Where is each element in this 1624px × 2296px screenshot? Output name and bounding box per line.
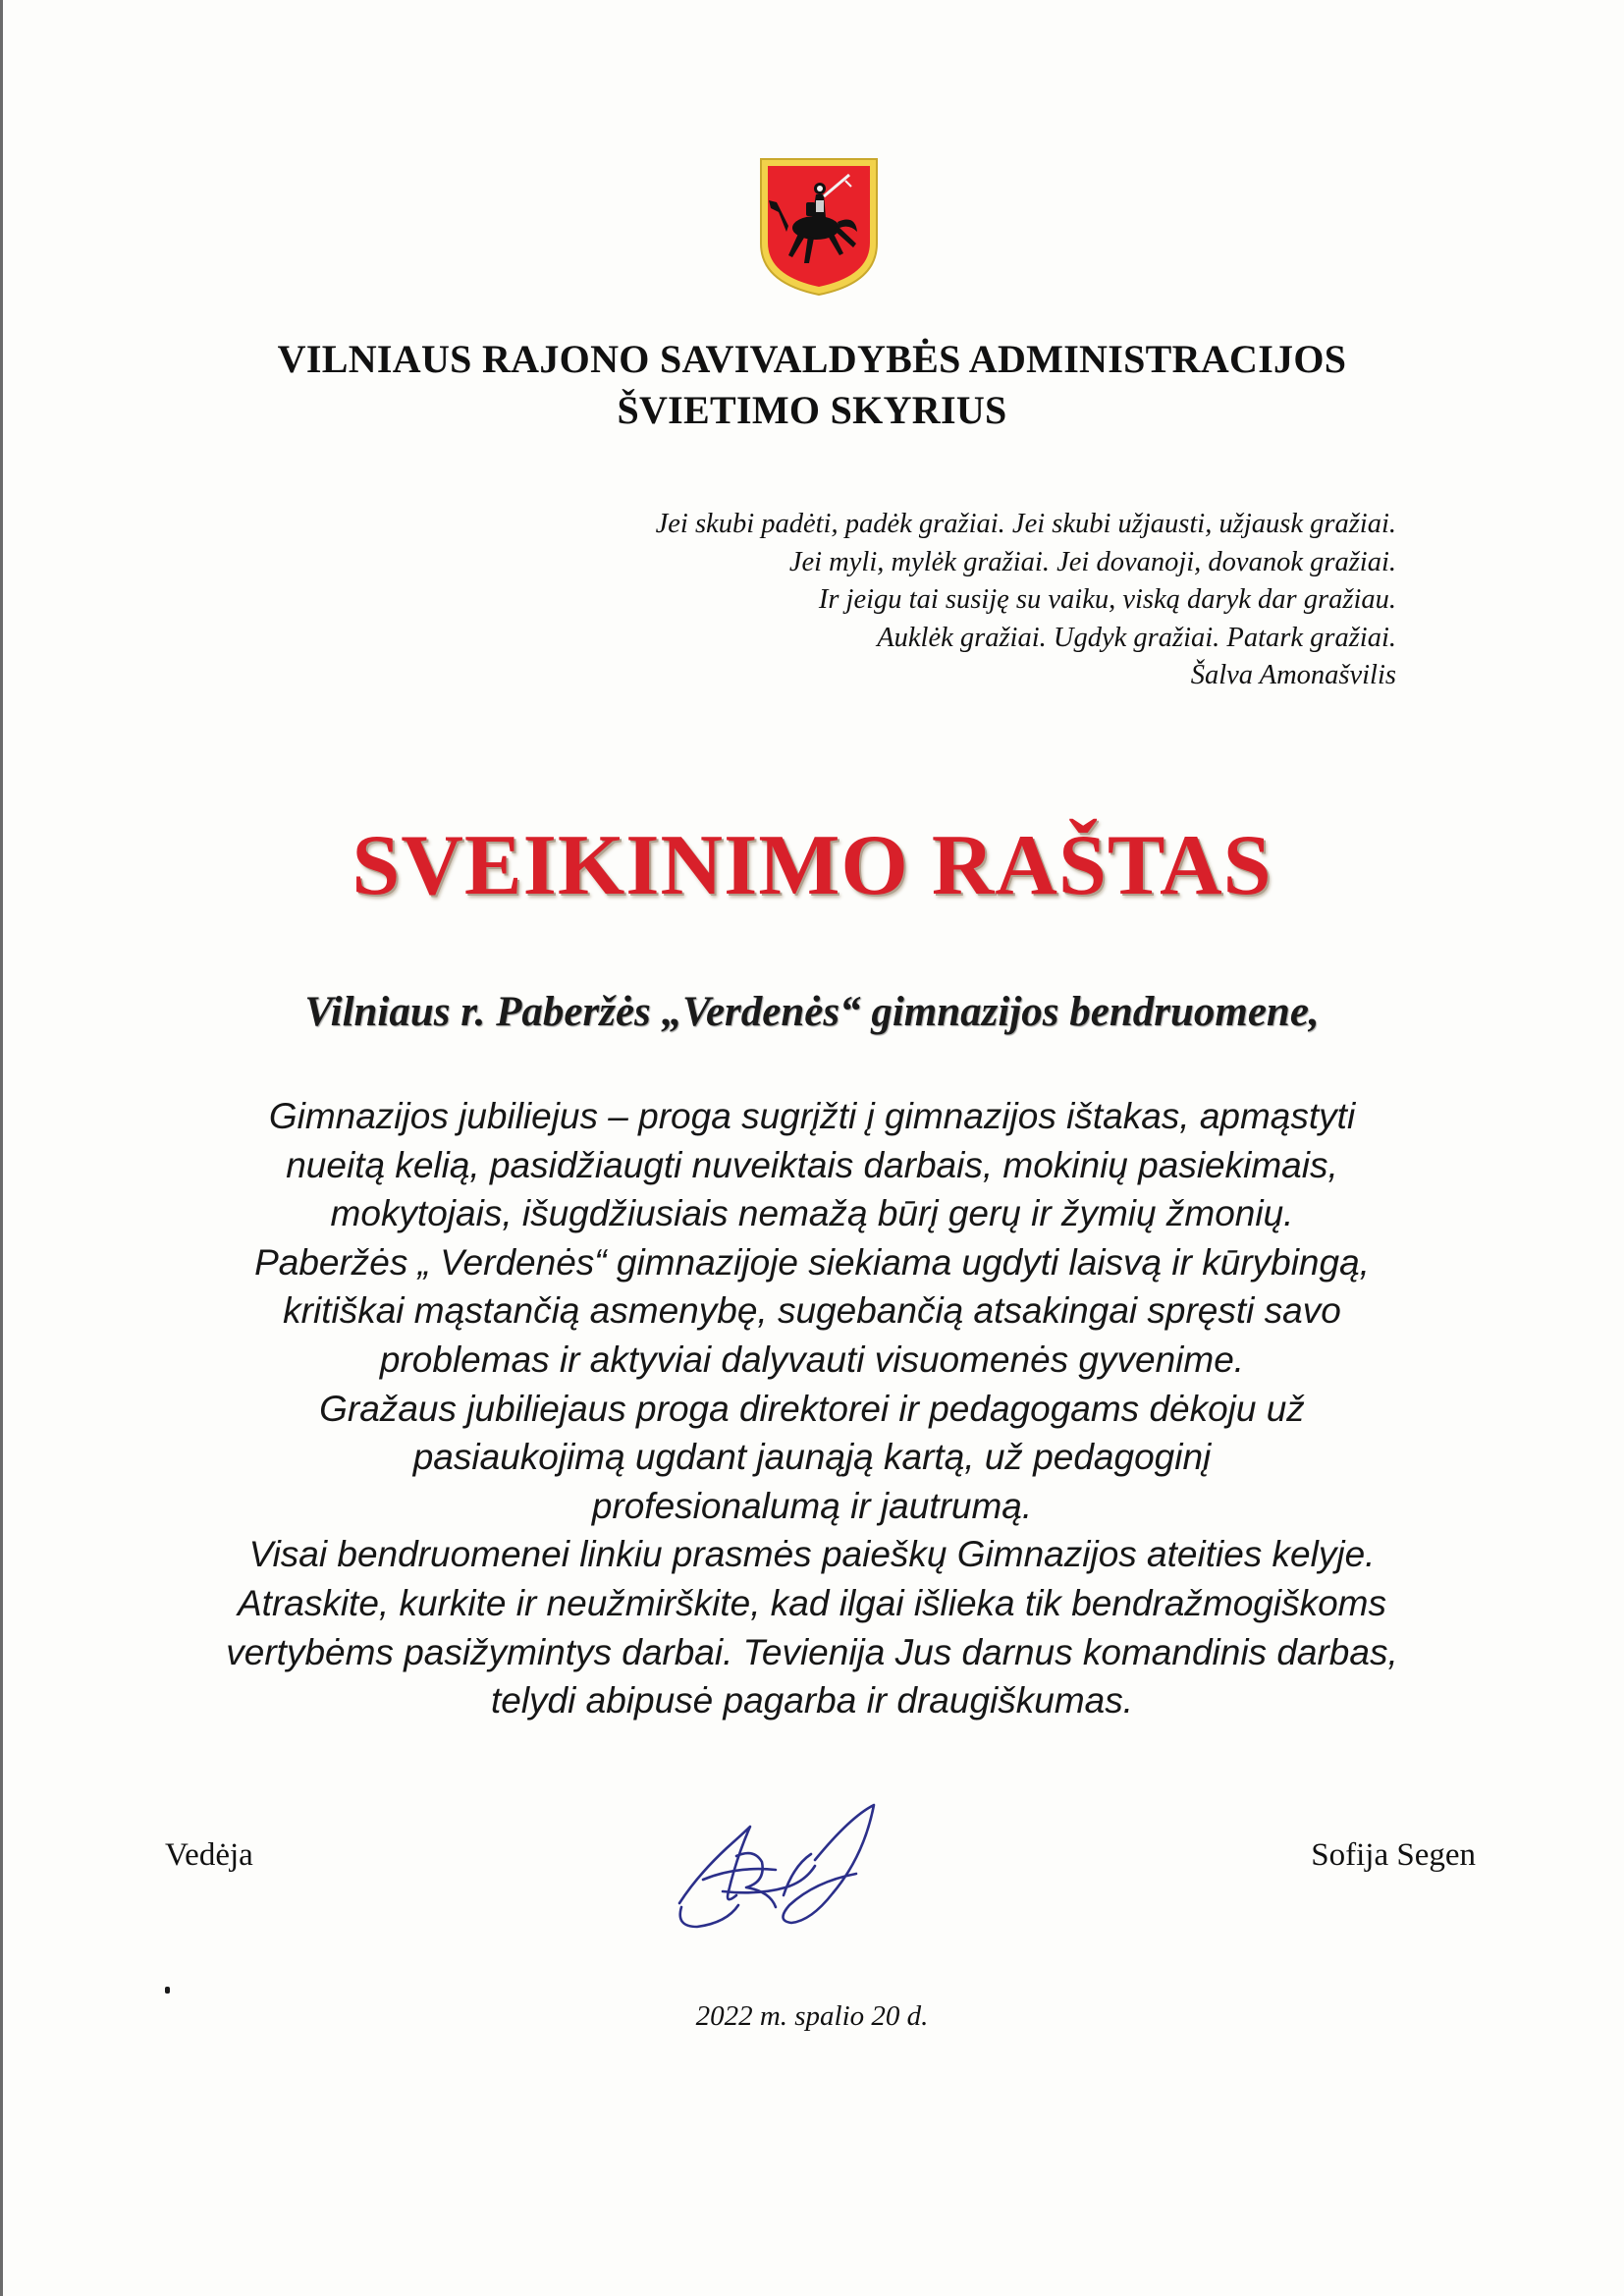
body-line: vertybėms pasižymintys darbai. Tevienija Jus darnus komandinis darbas, (226, 1631, 1398, 1672)
body-line: nueitą kelią, pasidžiaugti nuveiktais darbais, mokinių pasiekimais, (286, 1144, 1338, 1185)
body-line: Visai bendruomenei linkiu prasmės paieškų Gimnazijos ateities kelyje. (248, 1534, 1376, 1575)
epigraph-quote (656, 506, 1396, 695)
salutation: Vilniaus r. Paberžės „Verdenės“ gimnazijos bendruomene, (304, 989, 1320, 1035)
issue-date: 2022 m. spalio 20 d. (695, 2000, 929, 2032)
epigraph-line: Auklėk gražiai. Ugdyk gražiai. Patark gražiai. (877, 622, 1396, 653)
coat-of-arms-icon (759, 157, 879, 297)
epigraph-author: Šalva Amonašvilis (1190, 660, 1396, 690)
body-line: Atraskite, kurkite ir neužmirškite, kad ilgai išlieka tik bendražmogiškoms (237, 1582, 1387, 1623)
document-title: SVEIKINIMO RAŠTAS (352, 818, 1272, 913)
greeting-body (128, 1092, 1496, 1725)
body-line: Gražaus jubiliejaus proga direktorei ir pedagogams dėkoju už (319, 1388, 1305, 1429)
body-line: problemas ir aktyviai dalyvauti visuomenės gyvenime. (379, 1339, 1245, 1380)
body-line: kritiškai mąstančią asmenybę, sugebančią atsakingai spręsti savo (283, 1290, 1341, 1332)
organization-header (0, 334, 1624, 436)
body-line: Paberžės „ Verdenės“ gimnazijoje siekiama ugdyti laisvą ir kūrybingą, (254, 1241, 1370, 1283)
body-line: mokytojais, išugdžiusiais nemažą būrį gerų ir žymių žmonių. (330, 1193, 1294, 1234)
body-line: pasiaukojimą ugdant jaunąją kartą, už pedagoginį (412, 1437, 1212, 1478)
epigraph-line: Ir jeigu tai susiję su vaiku, viską daryk dar gražiau. (818, 584, 1396, 615)
body-line: Gimnazijos jubiliejus – proga sugrįžti į gimnazijos ištakas, apmąstyti (268, 1096, 1356, 1136)
handwritten-signature (668, 1797, 933, 1944)
signer-name: Sofija Segen (1311, 1837, 1476, 1873)
organization-name-line: VILNIAUS RAJONO SAVIVALDYBĖS ADMINISTRACIJOS (277, 337, 1347, 381)
department-name-line: ŠVIETIMO SKYRIUS (617, 388, 1007, 432)
signer-role: Vedėja (165, 1837, 253, 1873)
epigraph-line: Jei myli, mylėk gražiai. Jei dovanoji, dovanok gražiai. (788, 546, 1396, 577)
scan-speck (165, 1987, 170, 1994)
body-line: telydi abipusė pagarba ir draugiškumas. (490, 1680, 1134, 1722)
epigraph-line: Jei skubi padėti, padėk gražiai. Jei skubi užjausti, užjausk gražiai. (655, 509, 1396, 539)
body-line: profesionalumą ir jautrumą. (591, 1485, 1033, 1526)
